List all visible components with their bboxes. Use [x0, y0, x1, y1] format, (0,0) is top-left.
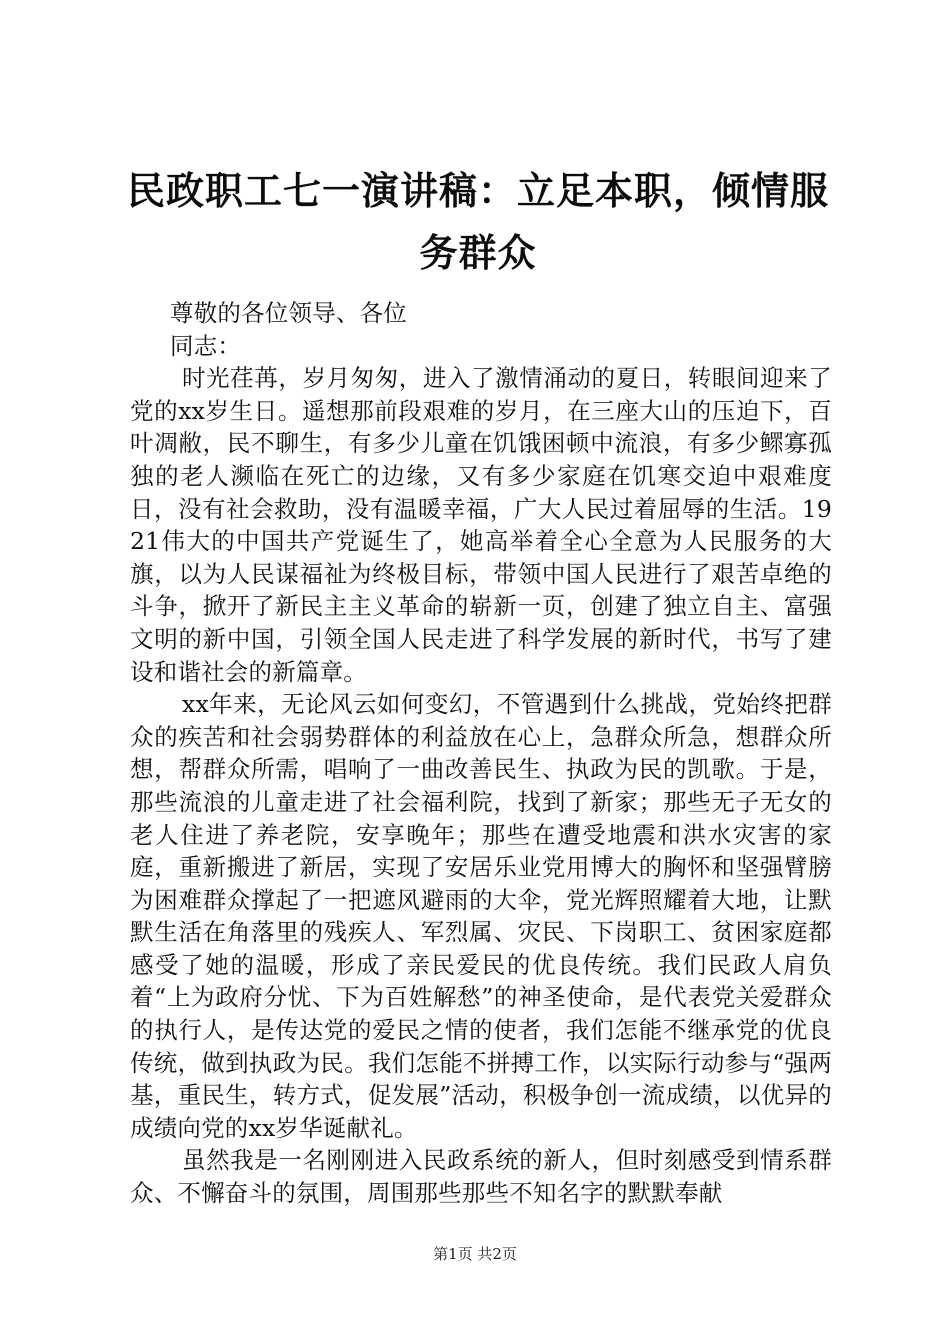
- body-paragraph: xx年来，无论风云如何变幻，不管遇到什么挑战，党始终把群众的疾苦和社会弱势群体的利益放在心上，急群众所急，想群众所想，帮群众所需，唱响了一曲改善民生、执政为民的凯歌。于是，那些流浪的儿童走进了社会福利院，找到了新家；那些无子无女的老人住进了养老院，安享晚年；那些在遭受地震和洪水灾害的家庭，重新搬进了新居，实现了安居乐业党用博大的胸怀和坚强臂膀为困难群众撑起了一把遮风避雨的大伞，党光辉照耀着大地，让默默生活在角落里的残疾人、军烈属、灾民、下岗职工、贫困家庭都感受了她的温暖，形成了亲民爱民的优良传统。我们民政人肩负着“上为政府分忧、下为百姓解愁”的神圣使命，是代表党关爱群众的执行人，是传达党的爱民之情的使者，我们怎能不继承党的优良传统，做到执政为民。我们怎能不拼搏工作，以实际行动参与“强两基，重民生，转方式，促发展”活动，积极争创一流成绩，以优异的成绩向党的xx岁华诞献礼。: [130, 690, 832, 1142]
- document-title: 民政职工七一演讲稿：立足本职，倾情服务群众: [126, 168, 829, 275]
- salutation-line: 尊敬的各位领导、各位: [170, 299, 407, 327]
- body-paragraph: 时光荏苒，岁月匆匆，进入了激情涌动的夏日，转眼间迎来了党的xx岁生日。遥想那前段艰难的岁月，在三座大山的压迫下，百叶凋敝，民不聊生，有多少儿童在饥饿困顿中流浪，有多少鳏寡孤独的老人濒临在死亡的边缘，又有多少家庭在饥寒交迫中艰难度日，没有社会救助，没有温暖幸福，广大人民过着屈辱的生活。1921伟大的中国共产党诞生了，她高举着全心全意为人民服务的大旗，以为人民谋福祉为终极目标，带领中国人民进行了艰苦卓绝的斗争，掀开了新民主主义革命的崭新一页，创建了独立自主、富强文明的新中国，引领全国人民走进了科学发展的新时代，书写了建设和谐社会的新篇章。: [130, 364, 832, 686]
- page-number-footer: 第1页 共2页: [433, 1245, 517, 1263]
- salutation-line: 同志：: [170, 331, 242, 360]
- document-body: [130, 297, 832, 1210]
- body-paragraph: 虽然我是一名刚刚进入民政系统的新人，但时刻感受到情系群众、不懈奋斗的氛围，周围那些那些不知名字的默默奉献: [130, 1146, 832, 1208]
